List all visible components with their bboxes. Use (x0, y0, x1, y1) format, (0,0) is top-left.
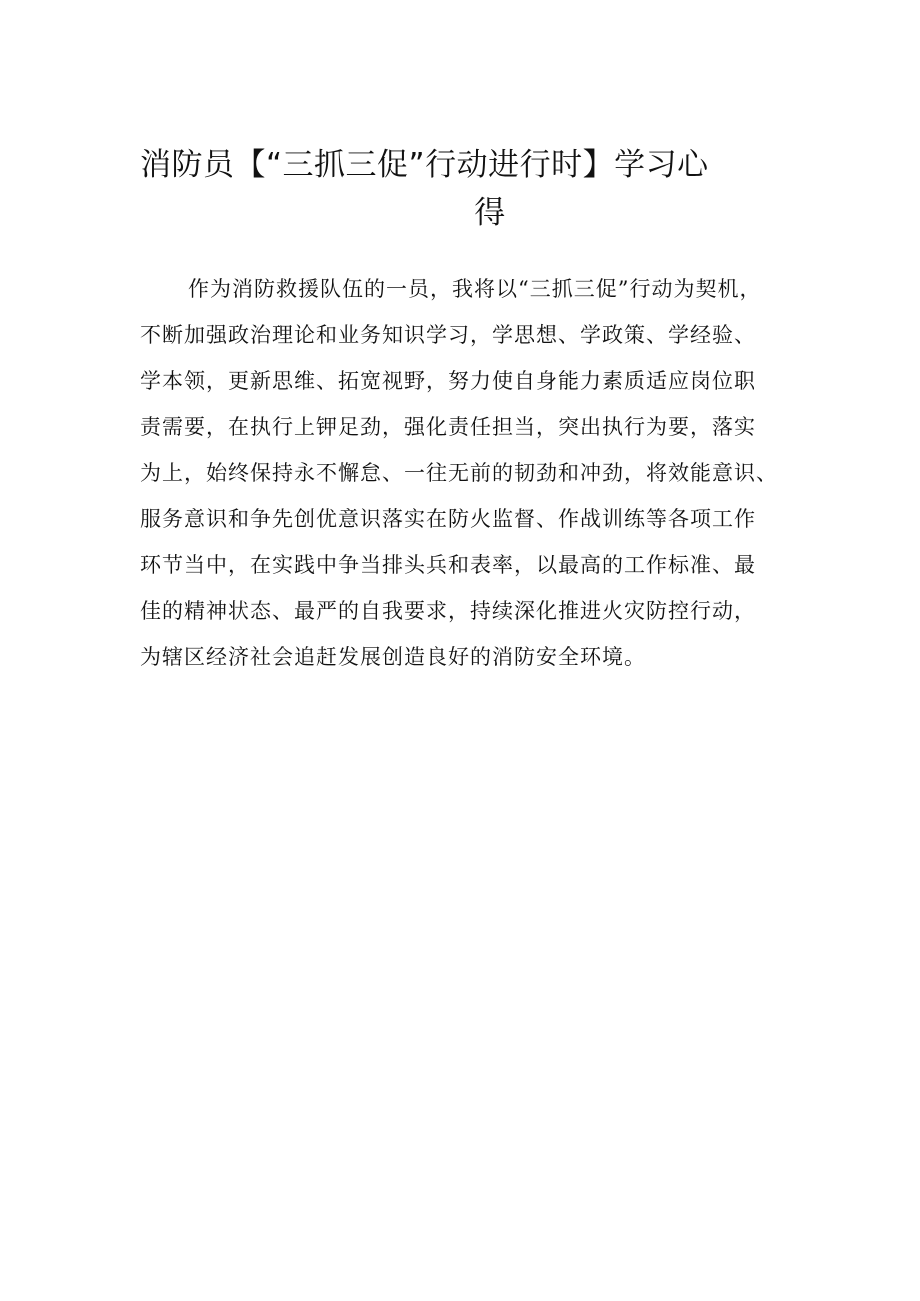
body-paragraph (140, 266, 800, 680)
paragraph-line: 为上，始终保持永不懈怠、一往无前的韧劲和冲劲，将效能意识、 (140, 461, 778, 485)
document-title (140, 141, 780, 237)
paragraph-line: 环节当中，在实践中争当排头兵和表率，以最高的工作标准、最 (140, 553, 756, 577)
paragraph-line: 不断加强政治理论和业务知识学习，学思想、学政策、学经验、 (140, 323, 756, 347)
paragraph-line: 责需要，在执行上钾足劲，强化责任担当，突出执行为要，落实 (140, 415, 756, 439)
paragraph-line: 服务意识和争先创优意识落实在防火监督、作战训练等各项工作 (140, 507, 756, 531)
title-line-2: 得 (474, 195, 506, 231)
title-line-1: 消防员【“三抓三促”行动进行时】学习心 (140, 147, 709, 183)
paragraph-line: 作为消防救援队伍的一员，我将以“三抓三促”行动为契机， (188, 277, 762, 301)
paragraph-line: 佳的精神状态、最严的自我要求，持续深化推进火灾防控行动， (140, 599, 756, 623)
paragraph-line: 学本领，更新思维、拓宽视野，努力使自身能力素质适应岗位职 (140, 369, 756, 393)
paragraph-line: 为辖区经济社会追赶发展创造良好的消防安全环境。 (140, 645, 646, 669)
